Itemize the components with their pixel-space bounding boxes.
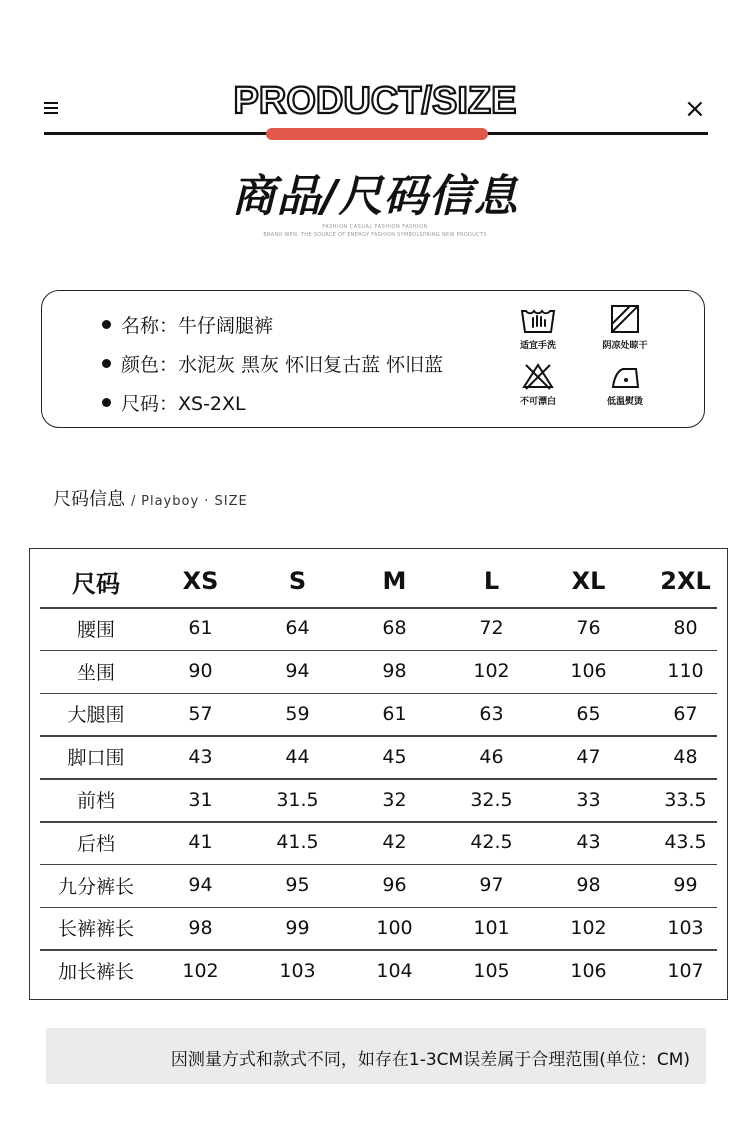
table-cell: 44 <box>285 745 310 768</box>
size-section-title-text: 尺码信息 <box>53 489 125 510</box>
table-cell: 33 <box>576 788 601 811</box>
table-cell: 43.5 <box>664 831 707 854</box>
table-cell: 94 <box>188 874 213 897</box>
table-row-label: 前档 <box>76 790 115 813</box>
table-cell: 42.5 <box>470 831 513 854</box>
care-low-iron <box>590 361 660 407</box>
table-cell: 68 <box>382 617 407 640</box>
info-color-text: 颜色：水泥灰 黑灰 怀旧复古蓝 怀旧蓝 <box>121 354 444 376</box>
info-size-text: 尺码：XS-2XL <box>121 393 246 415</box>
table-cell: 106 <box>570 959 607 982</box>
table-row <box>40 864 717 907</box>
table-row-label: 九分裤长 <box>57 875 134 898</box>
table-row <box>40 949 717 992</box>
table-cell: 98 <box>576 874 601 897</box>
table-cell: 102 <box>473 660 510 683</box>
table-cell: 101 <box>473 916 510 939</box>
table-cell: 96 <box>382 874 407 897</box>
table-cell: 94 <box>285 660 310 683</box>
table-cell: 107 <box>667 959 704 982</box>
header-accent-pill <box>266 128 488 140</box>
table-header-cell: XL <box>571 567 606 595</box>
table-cell: 61 <box>188 617 213 640</box>
measurement-note <box>46 1028 706 1084</box>
bullet-icon <box>102 359 111 368</box>
size-section-title <box>53 485 248 511</box>
table-cell: 72 <box>479 617 504 640</box>
table-cell: 110 <box>667 660 704 683</box>
table-row-label: 长裤裤长 <box>57 918 134 941</box>
table-row-label: 大腿围 <box>67 704 125 727</box>
table-cell: 42 <box>382 831 407 854</box>
size-section-sep: / <box>131 494 136 509</box>
table-row <box>40 907 717 950</box>
table-cell: 33.5 <box>664 788 707 811</box>
table-cell: 76 <box>576 617 601 640</box>
table-cell: 80 <box>673 617 698 640</box>
care-hand-wash <box>503 305 573 351</box>
table-header-cell: M <box>382 567 407 595</box>
table-cell: 97 <box>479 874 504 897</box>
table-cell: 63 <box>479 702 504 725</box>
page-title: PRODUCT/SIZE <box>233 80 517 122</box>
table-cell: 98 <box>382 660 407 683</box>
table-cell: 59 <box>285 702 310 725</box>
table-cell: 43 <box>576 831 601 854</box>
table-cell: 61 <box>382 702 407 725</box>
tagline-1: FASHION CASUAL FASHION FASHION <box>322 224 428 230</box>
table-cell: 32 <box>382 788 407 811</box>
table-row <box>40 821 717 864</box>
care-shade-dry <box>590 303 660 351</box>
table-cell: 106 <box>570 660 607 683</box>
table-row-label: 坐围 <box>76 661 115 684</box>
hand-wash-icon <box>518 305 558 335</box>
table-cell: 31.5 <box>276 788 319 811</box>
table-cell: 67 <box>673 702 698 725</box>
table-cell: 41.5 <box>276 831 319 854</box>
info-size <box>102 389 246 416</box>
table-cell: 32.5 <box>470 788 513 811</box>
table-cell: 41 <box>188 831 213 854</box>
table-row-label: 加长裤长 <box>57 961 134 984</box>
table-row <box>40 778 717 821</box>
table-cell: 105 <box>473 959 510 982</box>
size-section-subtitle: Playboy · SIZE <box>141 494 248 509</box>
table-cell: 64 <box>285 617 310 640</box>
table-row-label: 脚口围 <box>67 747 125 770</box>
table-header-cell: L <box>483 567 500 595</box>
care-label: 阴凉处晾干 <box>602 341 648 351</box>
table-row <box>40 735 717 778</box>
table-cell: 47 <box>576 745 601 768</box>
table-row <box>40 650 717 693</box>
table-header-cell: 尺码 <box>72 569 120 598</box>
care-no-bleach <box>503 361 573 407</box>
close-icon[interactable]: × <box>684 94 706 124</box>
table-cell: 100 <box>376 916 413 939</box>
table-cell: 46 <box>479 745 504 768</box>
table-row-label: 后档 <box>76 832 115 855</box>
no-bleach-icon <box>518 361 558 391</box>
table-cell: 65 <box>576 702 601 725</box>
table-cell: 90 <box>188 660 213 683</box>
table-cell: 31 <box>188 788 213 811</box>
care-label: 低温熨烫 <box>606 397 643 407</box>
table-cell: 57 <box>188 702 213 725</box>
low-iron-icon <box>605 361 645 391</box>
care-label: 适宜手洗 <box>519 341 556 351</box>
table-cell: 45 <box>382 745 407 768</box>
care-label: 不可漂白 <box>519 397 556 407</box>
table-cell: 43 <box>188 745 213 768</box>
table-cell: 48 <box>673 745 698 768</box>
table-cell: 99 <box>673 874 698 897</box>
table-row-label: 腰围 <box>76 618 115 641</box>
tagline-2: BRAND WEN, THE SOURCE OF ENERGY FASHION SYMBOLSPRING NEW PRODUCTS <box>263 232 487 238</box>
info-name <box>102 311 273 338</box>
chinese-title: 商品/尺码信息 <box>231 171 519 222</box>
table-cell: 99 <box>285 916 310 939</box>
bullet-icon <box>102 398 111 407</box>
table-cell: 102 <box>570 916 607 939</box>
table-cell: 103 <box>279 959 316 982</box>
info-name-text: 名称：牛仔阔腿裤 <box>121 315 274 337</box>
size-table <box>29 548 728 1000</box>
info-color <box>102 350 443 377</box>
table-header-cell: 2XL <box>660 567 711 595</box>
shade-dry-icon <box>605 303 645 335</box>
bullet-icon <box>102 320 111 329</box>
measurement-note-text: 因测量方式和款式不同，如存在1-3CM误差属于合理范围(单位：CM) <box>170 1050 690 1070</box>
table-header-row <box>40 555 717 607</box>
table-cell: 102 <box>182 959 219 982</box>
table-cell: 98 <box>188 916 213 939</box>
product-info-box <box>41 290 705 428</box>
table-header-cell: XS <box>182 567 219 595</box>
table-header-cell: S <box>288 567 307 595</box>
table-row <box>40 693 717 736</box>
table-cell: 103 <box>667 916 704 939</box>
table-cell: 95 <box>285 874 310 897</box>
table-row <box>40 607 717 650</box>
table-cell: 104 <box>376 959 413 982</box>
